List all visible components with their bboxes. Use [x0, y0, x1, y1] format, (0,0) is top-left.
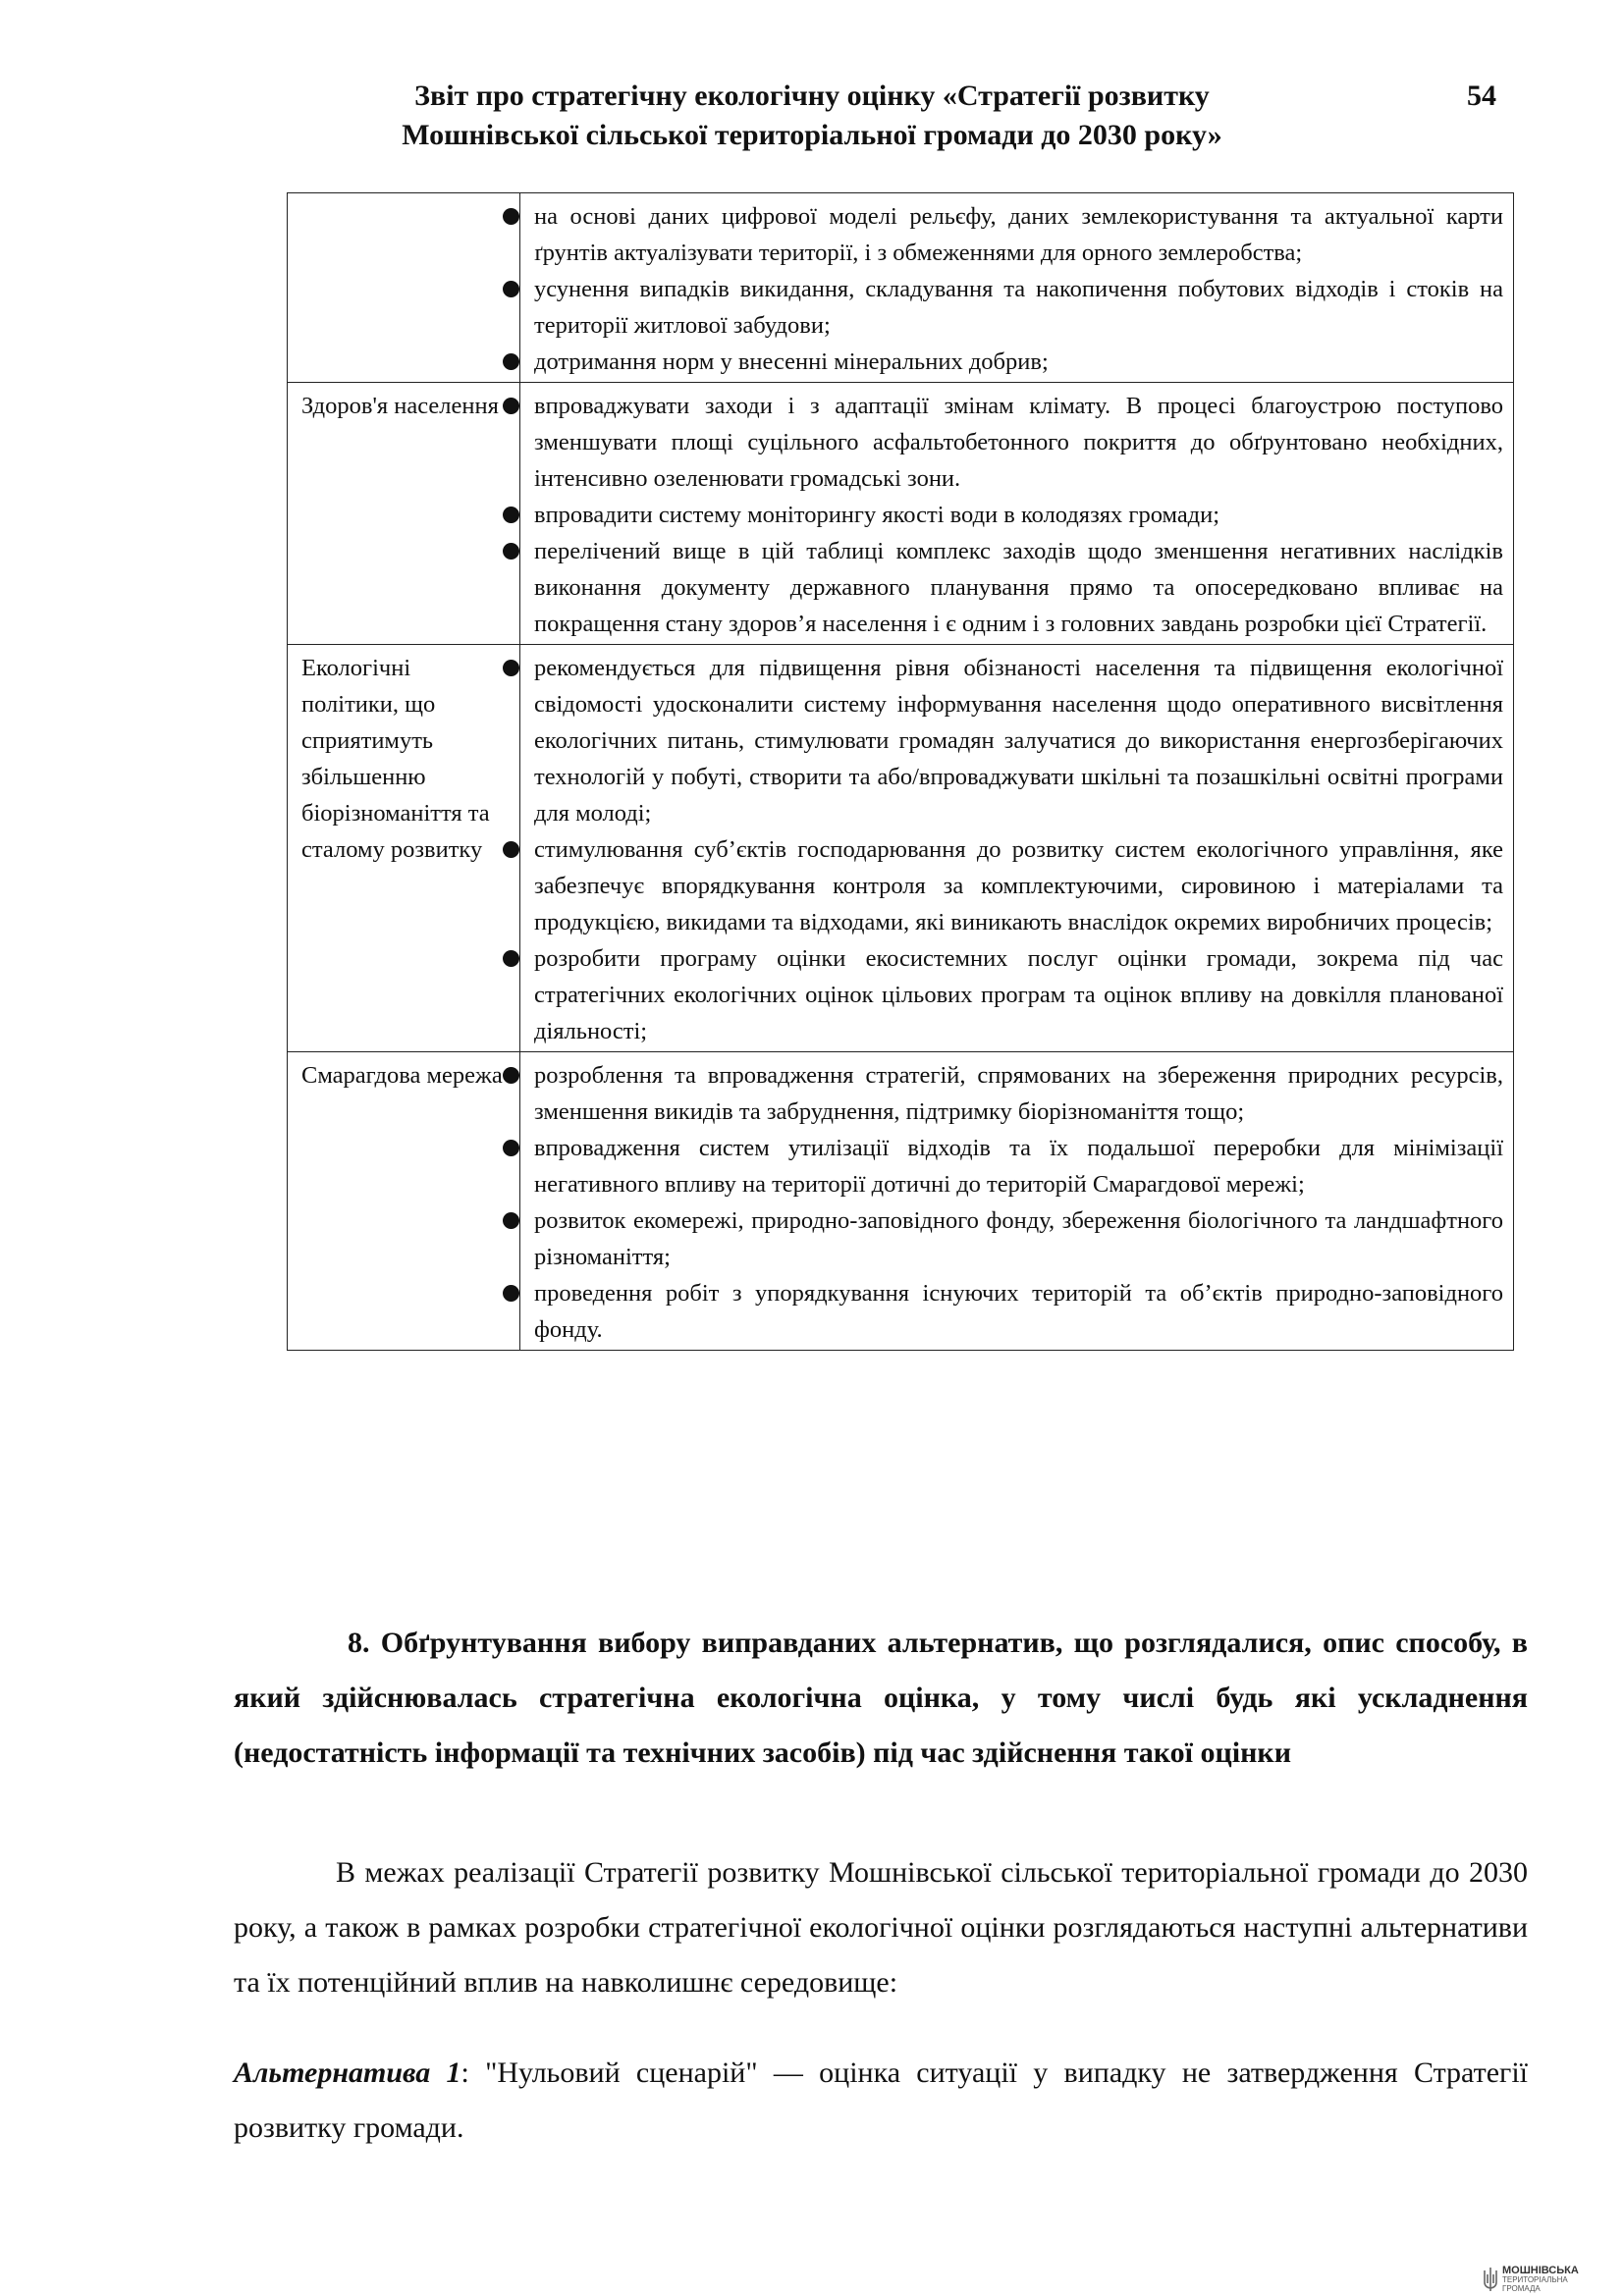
list-item: розроблення та впровадження стратегій, спрямованих на збереження природних ресурсів, зменшення викидів та забруднення, підтримку біорізноманіття тощо;: [534, 1057, 1503, 1130]
bullet-icon: [503, 1285, 519, 1302]
list-item: проведення робіт з упорядкування існуючих територій та об’єктів природно-заповідного фонду.: [534, 1275, 1503, 1348]
list-item: на основі даних цифрової моделі рельєфу, даних землекористування та актуальної карти ґрунтів актуалізувати території, і з обмеженнями для орного землеробства;: [534, 198, 1503, 271]
list-item: усунення випадків викидання, складування та накопичення побутових відходів і стоків на території житлової забудови;: [534, 271, 1503, 344]
bullet-icon: [503, 841, 519, 858]
bullet-icon: [503, 1212, 519, 1229]
table-row: [288, 645, 1514, 1052]
measures-table: [287, 192, 1514, 1351]
row-measures: [520, 645, 1514, 1052]
logo-text: [1502, 2264, 1579, 2293]
bullet-icon: [503, 1067, 519, 1084]
bullet-icon: [503, 353, 519, 370]
bullet-icon: [503, 950, 519, 967]
logo-line1: МОШНІВСЬКА: [1502, 2264, 1579, 2276]
list-item: розробити програму оцінки екосистемних послуг оцінки громади, зокрема під час стратегічних екологічних оцінок цільових програм та оцінок впливу на довкілля планованої діяльності;: [534, 940, 1503, 1049]
table-row: [288, 1052, 1514, 1351]
list-item: впроваджувати заходи і з адаптації змінам клімату. В процесі благоустрою поступово зменшувати площі суцільного асфальтобетонного покриття до обґрунтовано необхідних, інтенсивно озеленювати громадські зони.: [534, 388, 1503, 497]
alternative-text: : "Нульовий сценарій" — оцінка ситуації у випадку не затвердження Стратегії розвитку громади.: [234, 2056, 1528, 2144]
trident-icon: [1483, 2267, 1498, 2292]
alternative-label: Альтернатива 1: [234, 2056, 461, 2089]
logo-line2: ТЕРИТОРІАЛЬНА: [1502, 2274, 1568, 2284]
list-item: рекомендується для підвищення рівня обізнаності населення та підвищення екологічної свідомості удосконалити систему інформування населення щодо оперативного висвітлення екологічних питань, стимулювати громадян залучатися до використання енергозберігаючих технологій у побуті, створити та або/впроваджувати шкільні та позашкільні освітні програми для молоді;: [534, 650, 1503, 831]
row-label: Екологічні політики, що сприятимуть збільшенню біорізноманіття та сталому розвитку: [288, 645, 520, 1052]
alternative-paragraph: [234, 2046, 1528, 2156]
list-item: впровадити систему моніторингу якості води в колодязях громади;: [534, 497, 1503, 533]
bullet-icon: [503, 660, 519, 676]
table-row: [288, 383, 1514, 645]
row-label: Смарагдова мережа: [288, 1052, 520, 1351]
header-title-line1: Звіт про стратегічну екологічну оцінку «Стратегії розвитку: [414, 80, 1210, 112]
row-measures: [520, 1052, 1514, 1351]
bullet-icon: [503, 507, 519, 523]
header-title-line2: Мошнівської сільської територіальної громади до 2030 року»: [402, 119, 1222, 151]
page-number: 54: [1467, 80, 1496, 112]
list-item: розвиток екомережі, природно-заповідного фонду, збереження біологічного та ландшафтного різноманіття;: [534, 1202, 1503, 1275]
list-item: перелічений вище в цій таблиці комплекс заходів щодо зменшення негативних наслідків виконання документу державного планування прямо та опосередковано впливає на покращення стану здоров’я населення і є одним і з головних завдань розробки цієї Стратегії.: [534, 533, 1503, 642]
bullet-icon: [503, 1140, 519, 1156]
bullet-icon: [503, 543, 519, 560]
row-measures: [520, 383, 1514, 645]
row-measures: [520, 193, 1514, 383]
bullet-icon: [503, 208, 519, 225]
row-label: [288, 193, 520, 383]
bullet-icon: [503, 398, 519, 414]
body-paragraph: В межах реалізації Стратегії розвитку Мошнівської сільської територіальної громади до 2030 року, а також в рамках розробки стратегічної екологічної оцінки розглядаються наступні альтернативи та їх потенційний вплив на навколишнє середовище:: [234, 1856, 1528, 1999]
table-row: [288, 193, 1514, 383]
list-item: стимулювання суб’єктів господарювання до розвитку систем екологічного управління, яке забезпечує впорядкування контроля за комплектуючими, сировиною і матеріалами та продукцією, викидами та відходами, які виникають внаслідок окремих виробничих процесів;: [534, 831, 1503, 940]
list-item: впровадження систем утилізації відходів та їх подальшої переробки для мінімізації негативного впливу на території дотичні до територій Смарагдової мережі;: [534, 1130, 1503, 1202]
bullet-icon: [503, 281, 519, 297]
logo-line3: ГРОМАДА: [1502, 2283, 1541, 2293]
section-heading: 8. Обґрунтування вибору виправданих альтернатив, що розглядалися, опис способу, в який здійснювалась стратегічна екологічна оцінка, у тому числі будь які ускладнення (недостатність інформації та технічних засобів) під час здійснення такої оцінки: [234, 1627, 1528, 1769]
list-item: дотримання норм у внесенні мінеральних добрив;: [534, 344, 1503, 380]
community-logo: [1483, 2266, 1579, 2293]
document-header: [0, 77, 1624, 155]
row-label: Здоров'я населення: [288, 383, 520, 645]
